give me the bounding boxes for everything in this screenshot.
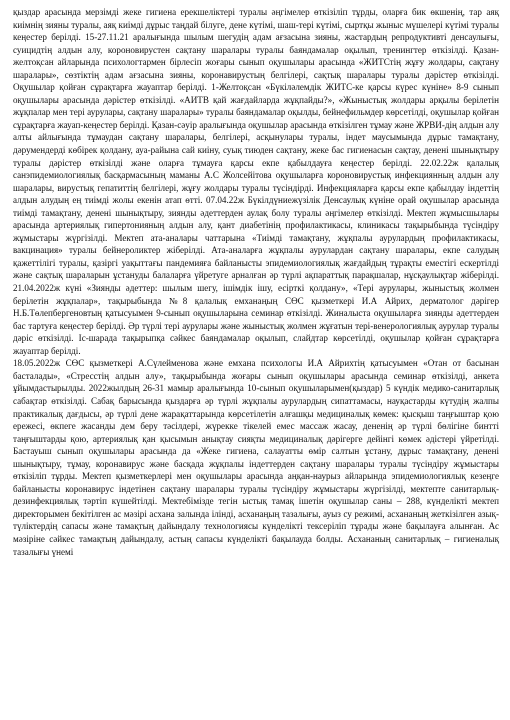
body-paragraph-2: 18.05.2022ж СӨС қызметкері А.Сүлейменова және емхана психологы И.А Айрихтің қатысуымен «Отан от басынан басталады», «Стресстің алдын алу», тақырыбында жоғары сынып оқушылары арасында семинар өткізілді, анкета ұйымдастырылды. 2022жылдың 26-31 мамыр аралығында 10-сынып оқушыларымен(қыздар) 5 күндік медико-санитарлық сабақтар өткізілді. Сабақ барысында қыздарға әр түрлі жұқпалы аурулардың сипаттамасы, науқастарды күтудің жалпы практикалық дағдысы, әр түрлі дене жарақаттарында көрсетілетін алғашқы медициналық көмек: қысқыш таңғыштар қою ережесі, өкпеге жасанды дем беру тәсілдері, жүрекке тікелей емес массаж жасау, дененің әр түрлі бөлігіне бинтті таңғыштарды қою, артериялық қан қысымын анықтау сияқты медициналық дәрігерге дейінгі көмек әдістері үйретілді. Бастауыш сынып оқушылары арасында да «Жеке гигиена, салауатты өмір салтын ұстану, дұрыс тамақтану, денені шынықтыру, тұмау, коронавирус және басқада жұқпалы індеттерден сақтану шаралары туралы түсіндіру жұмыстары өткізіліп тұрды. Мектеп қызметкерлері мен оқушылары арасында аңқан-наурыз айларында эпидемиологиялық кезеңге байланысты коронавирус індетінен сақтану шаралары туралы түсіндіру жұмыстары жүргізілді, мектепте санитарлық-дезинфекциялық тәртіп күшейтілді. Мектебімізде тегін ыстық тамақ ішетін оқушылар саны – 288, күнделікті мектеп директорымен бекітілген ас мәзірі асхана залында ілінді, асханаңың тазалығы, ауыз су режимі, асхананың жеткізілген азық-түліктердің сапасы және тамақтың дайындалу технологиясы күнделікті тексеріліп тұрады және бақылауға алынған. Ас мәзіріне сәйкес тамақтың дайындалу, астың сапасы күнделікті бақылауда болды. Асхананың санитарлық – гигиеналық тазалығы үнемі — [13, 358, 499, 557]
body-paragraph-1: қыздар арасында мерзімді жеке гигиена ерекшеліктері туралы әңгімелер өткізіліп тұрды, оларға бик өкшенің, тар аяқ киімнің зияны туралы, аяқ киімді дұрыс таңдай білуге, дене күтімі, шаш-тері күтімі, сыртқы жыныс мүшелері күтімі туралы кеңестер берілді. 15-27.11.21 аралығында шылым шегудің адам ағзасына зияны, жастардың репродуктивті денсаулығы, суицидтің алдын алу, короновирустен сақтану шаралары туралы баяндамалар оқылып, тренингтер өткізілді. Қазан-желтоқсан айларында психологтармен бірлесіп жоғары сынып оқушылары арасында «ЖИТСтің жұғу жолдары, сақтану шаралары», сөзтіктің адам ағзасына зияны, коронавирустың белгілері, сақтық шаралары туралы дәрістер өткізілді. Оқушылар қойған сұрақтарға жауаптар берілді. 1-Желтоқсан «Бүкіләлемдік ЖИТС-ке қарсы күрес күніне» 8-9 сынып оқушылары арасында дәрістер өткізілді. «АИТВ қай жағдайларда жұқпайды?», «Жыныстық жолдары арқылы берілетін жұқпалар мен тері аурулары, сақтану шаралары» туралы баяндамалар оқылды, бейнефильмдер көрсетілді, оқушылар қойған сұрақтарға жауап-кеңестер берілді. Қазан-сәуір аралығында оқушылар арасында өткізілген тұмау және ЖРВИ-дің алдын алу алты айлығында тұмаудан сақтану шаралары, белгілері, асқынулары туралы, індет маусымында дұрыс тамақтану, дәрумендерді көбірек қолдану, ауа-райына сай киіну, суық тиюден сақтану, жеке бас гигиенасын сақтау, денені шынықтыру туралы дәрістер өткізілді және оларға тұмауға қарсы екпе қабылдауға кеңестер берілді. 22.02.22ж қалалық санэпидемиологиялық басқармасының маманы А.С Жолсейітова оқушыларға короновирустық инфекциянның алдын алу шаралары, вирустық гепатиттің белгілері, жұғу жолдары туралы түсіндірді. Инфекцияларға қарсы екпе қабылдау індеттің алдын алудың ең тиімді жолы екенін атап өтті. 07.04.22ж Бүкілдүниежүзілік Денсаулық күніне орай оқушылар арасында тиімді тамақтану, денені шынықтыру, зиянды әдеттерден аулақ болу туралы әңгімелер өткізілді. Мектеп жұмысшылары арасында артериялық гипертонияның алдын алу, қант диабетінің профилактикасы, клиникасы тақырыбында түсіндіру жұмыстары жүргізілді. Мектеп ата-аналары чаттарына «Тиімді тамақтану, жұқпалы аурулардың профилактикасы, вакцинация» туралы бейнероликтер жіберілді. Ата-аналарға жұқпалы аурулардан сақтану шаралары, екпе салудың қажеттілігі туралы, қазіргі уақыттағы пандемияға байланысты эпидемиологиялық жағдайдың тұрақты еместігі ескертілді және сақтық шараларын ұстануды балаларға үйретуге арналған әр түрлі ақпараттық парақшалар, нұсқаулықтар жіберілді. 21.04.2022ж күні «Зиянды әдеттер: шылым шегу, ішімдік ішу, есірткі қолдану», «Тері аурулары, жыныстық жолмен берілетін жұқпалар», тақырыбында №8 қалалық емханаңың СӨС қызметкері И.А Айрих, дерматолог дәрігер Н.Б.Төлепбергеновтың қатысуымен 9-сынып оқушыларына семинар өткізілді. Жиналыста оқушыларға зиянды әдеттерден бас тартуға кеңестер берілді. Әр түрлі тері аурулары және жыныстық жолмен жұғатын тері-венерологиялық аурулар туралы дәріс өткізілді. Іс-шарада тақырыпқа сәйкес баяндамалар оқылып, слайдтар көрсетілді, оқушылар қойған сұрақтарға жауаптар берілді. — [13, 7, 499, 356]
